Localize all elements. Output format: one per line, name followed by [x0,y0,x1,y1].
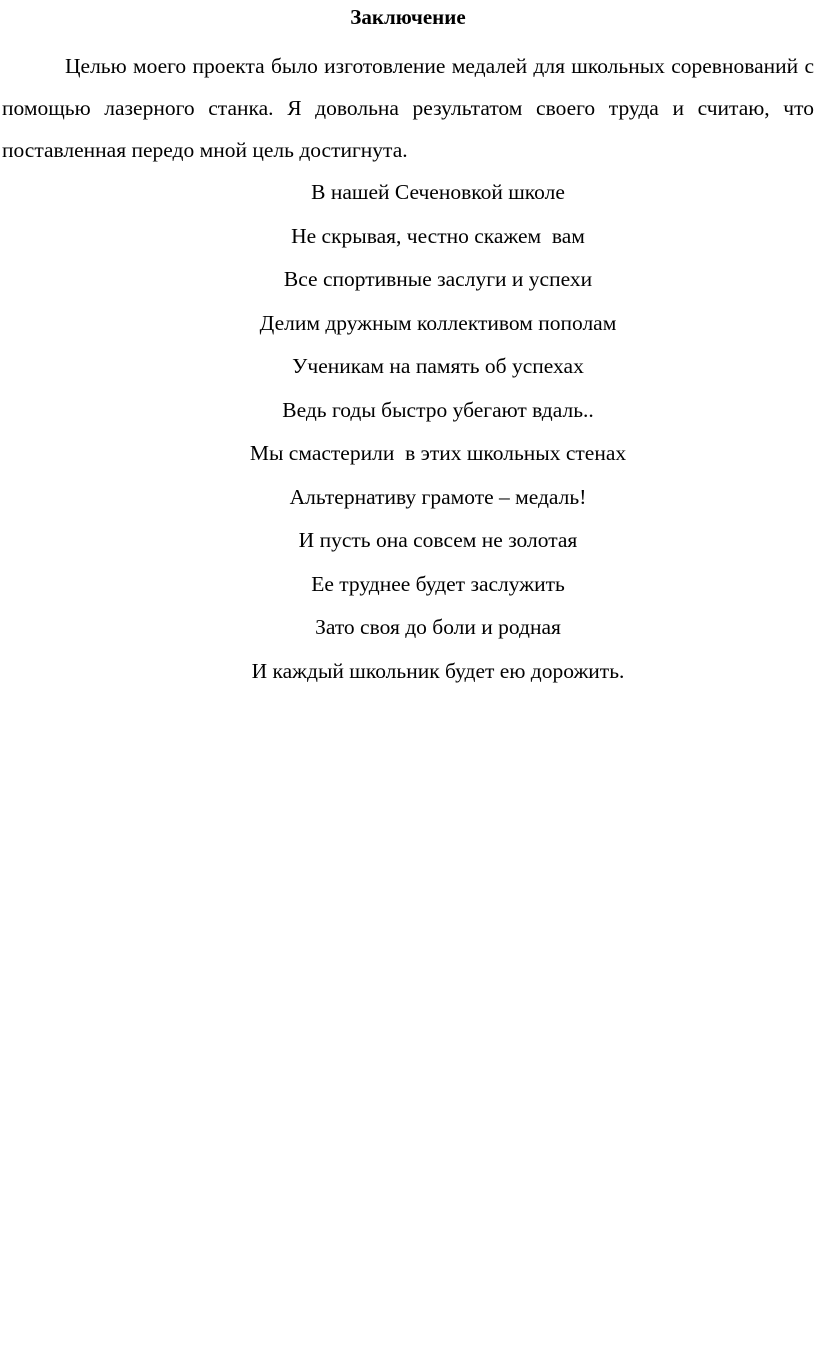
poem-line: Не скрывая, честно скажем вам [291,223,585,248]
poem-line: И каждый школьник будет ею дорожить. [251,658,625,683]
poem-line: Зато своя до боли и родная [315,615,561,639]
poem-line: Ее труднее будет заслужить [311,571,565,596]
poem-line: Делим дружным коллективом пополам [259,310,617,335]
poem-line: Все спортивные заслуги и успехи [283,267,593,291]
poem-line: Мы смастерили в этих школьных стенах [249,441,627,465]
poem-line: Ученикам на память об успехах [292,354,584,378]
poem-line: Альтернативу грамоте – медаль! [289,484,587,509]
poem [2,171,814,693]
poem-line: В нашей Сеченовкой школе [311,180,565,204]
poem-line: И пусть она совсем не золотая [298,528,578,552]
section-heading: Заключение [350,5,466,29]
poem-line: Ведь годы быстро убегают вдаль.. [282,397,594,422]
intro-paragraph: Целью моего проекта было изготовление медалей для школьных соревнований с помощью лазерного станка. Я довольна результатом своего труда и считаю, что поставленная передо мной цель достигнута. [2,54,814,162]
